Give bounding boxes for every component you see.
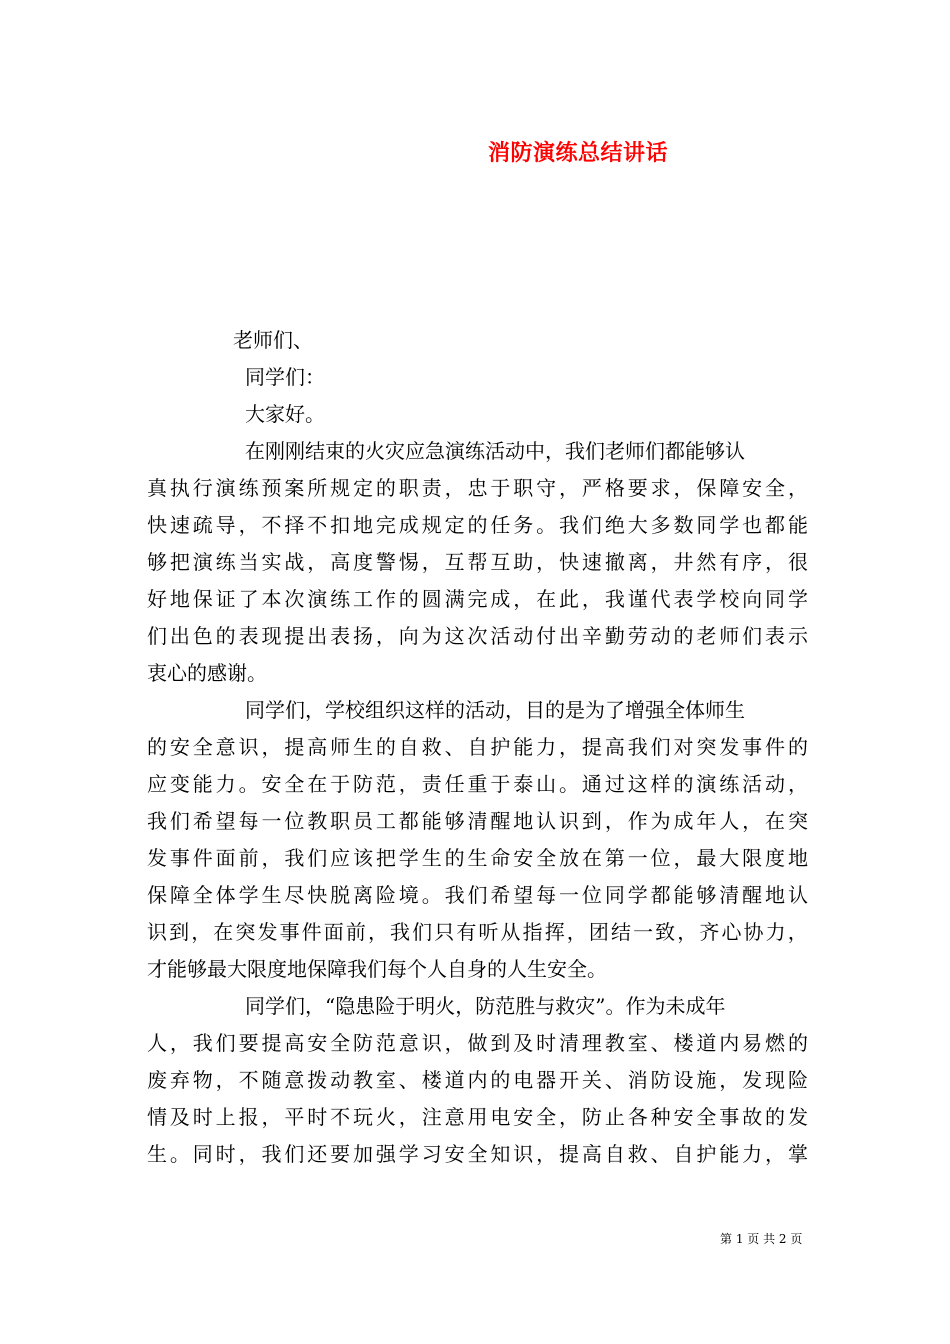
paragraph-line: 发 事 件 面 前 ， 我 们 应 该 把 学 生 的 生 命 安 全 放 在 第 一 位 ， 最 大 限 度 地 — [147, 846, 808, 870]
paragraph-line: 我 们 希 望 每 一 位 教 职 员 工 都 能 够 清 醒 地 认 识 到 ， 作 为 成 年 人 ， 在 突 — [147, 809, 808, 833]
paragraph-line: 识 到 ， 在 突 发 事 件 面 前 ， 我 们 只 有 听 从 指 挥 ， 团 结 一 致 ， 齐 心 协 力 ， — [147, 920, 808, 944]
paragraph-line: 快 速 疏 导 ， 不 择 不 扣 地 完 成 规 定 的 任 务 。 我 们 绝 大 多 数 同 学 也 都 能 — [147, 513, 808, 537]
paragraph-line: 废 弃 物 ， 不 随 意 拨 动 教 室 、 楼 道 内 的 电 器 开 关 、 消 防 设 施 ， 发 现 险 — [147, 1068, 808, 1092]
paragraph-line: 保 障 全 体 学 生 尽 快 脱 离 险 境 。 我 们 希 望 每 一 位 同 学 都 能 够 清 醒 地 认 — [147, 883, 808, 907]
paragraph-line: 的 安 全 意 识 ， 提 高 师 生 的 自 救 、 自 护 能 力 ， 提 高 我 们 对 突 发 事 件 的 — [147, 735, 808, 759]
salutation-line: 老师们、 — [233, 328, 313, 352]
paragraph-line: 人 ， 我 们 要 提 高 安 全 防 范 意 识 ， 做 到 及 时 清 理 教 室 、 楼 道 内 易 燃 的 — [147, 1031, 808, 1055]
paragraph-line: 才能够最大限度地保障我们每个人自身的人生安全。 — [147, 957, 607, 981]
paragraph-line: 生 。 同 时 ， 我 们 还 要 加 强 学 习 安 全 知 识 ， 提 高 自 救 、 自 护 能 力 ， 掌 — [147, 1142, 808, 1166]
paragraph-line: 够 把 演 练 当 实 战 ， 高 度 警 惕 ， 互 帮 互 助 ， 快 速 撤 离 ， 井 然 有 序 ， 很 — [147, 550, 808, 574]
paragraph-line: 好 地 保 证 了 本 次 演 练 工 作 的 圆 满 完 成 ， 在 此 ， 我 谨 代 表 学 校 向 同 学 — [147, 587, 808, 611]
paragraph-line: 真 执 行 演 练 预 案 所 规 定 的 职 责 ， 忠 于 职 守 ， 严 格 要 求 ， 保 障 安 全 ， — [147, 476, 808, 500]
salutation-line: 同学们： — [245, 365, 325, 389]
paragraph-line: 衷心的感谢。 — [147, 661, 267, 685]
paragraph-line: 们 出 色 的 表 现 提 出 表 扬 ， 向 为 这 次 活 动 付 出 辛 勤 劳 动 的 老 师 们 表 示 — [147, 624, 808, 648]
paragraph-line: 在刚刚结束的火灾应急演练活动中，我们老师们都能够认 — [245, 439, 745, 463]
greeting-line: 大家好。 — [245, 402, 325, 426]
document-title: 消防演练总结讲话 — [488, 140, 669, 166]
paragraph-line: 情 及 时 上 报 ， 平 时 不 玩 火 ， 注 意 用 电 安 全 ， 防 止 各 种 安 全 事 故 的 发 — [147, 1105, 808, 1129]
paragraph-line: 应 变 能 力 。 安 全 在 于 防 范 ， 责 任 重 于 泰 山 。 通 过 这 样 的 演 练 活 动 ， — [147, 772, 808, 796]
page-number-footer: 第 1 页 共 2 页 — [720, 1232, 803, 1246]
paragraph-line: 同学们，“隐患险于明火，防范胜与救灾”。作为未成年 — [245, 994, 726, 1018]
paragraph-line: 同学们，学校组织这样的活动，目的是为了增强全体师生 — [245, 698, 745, 722]
